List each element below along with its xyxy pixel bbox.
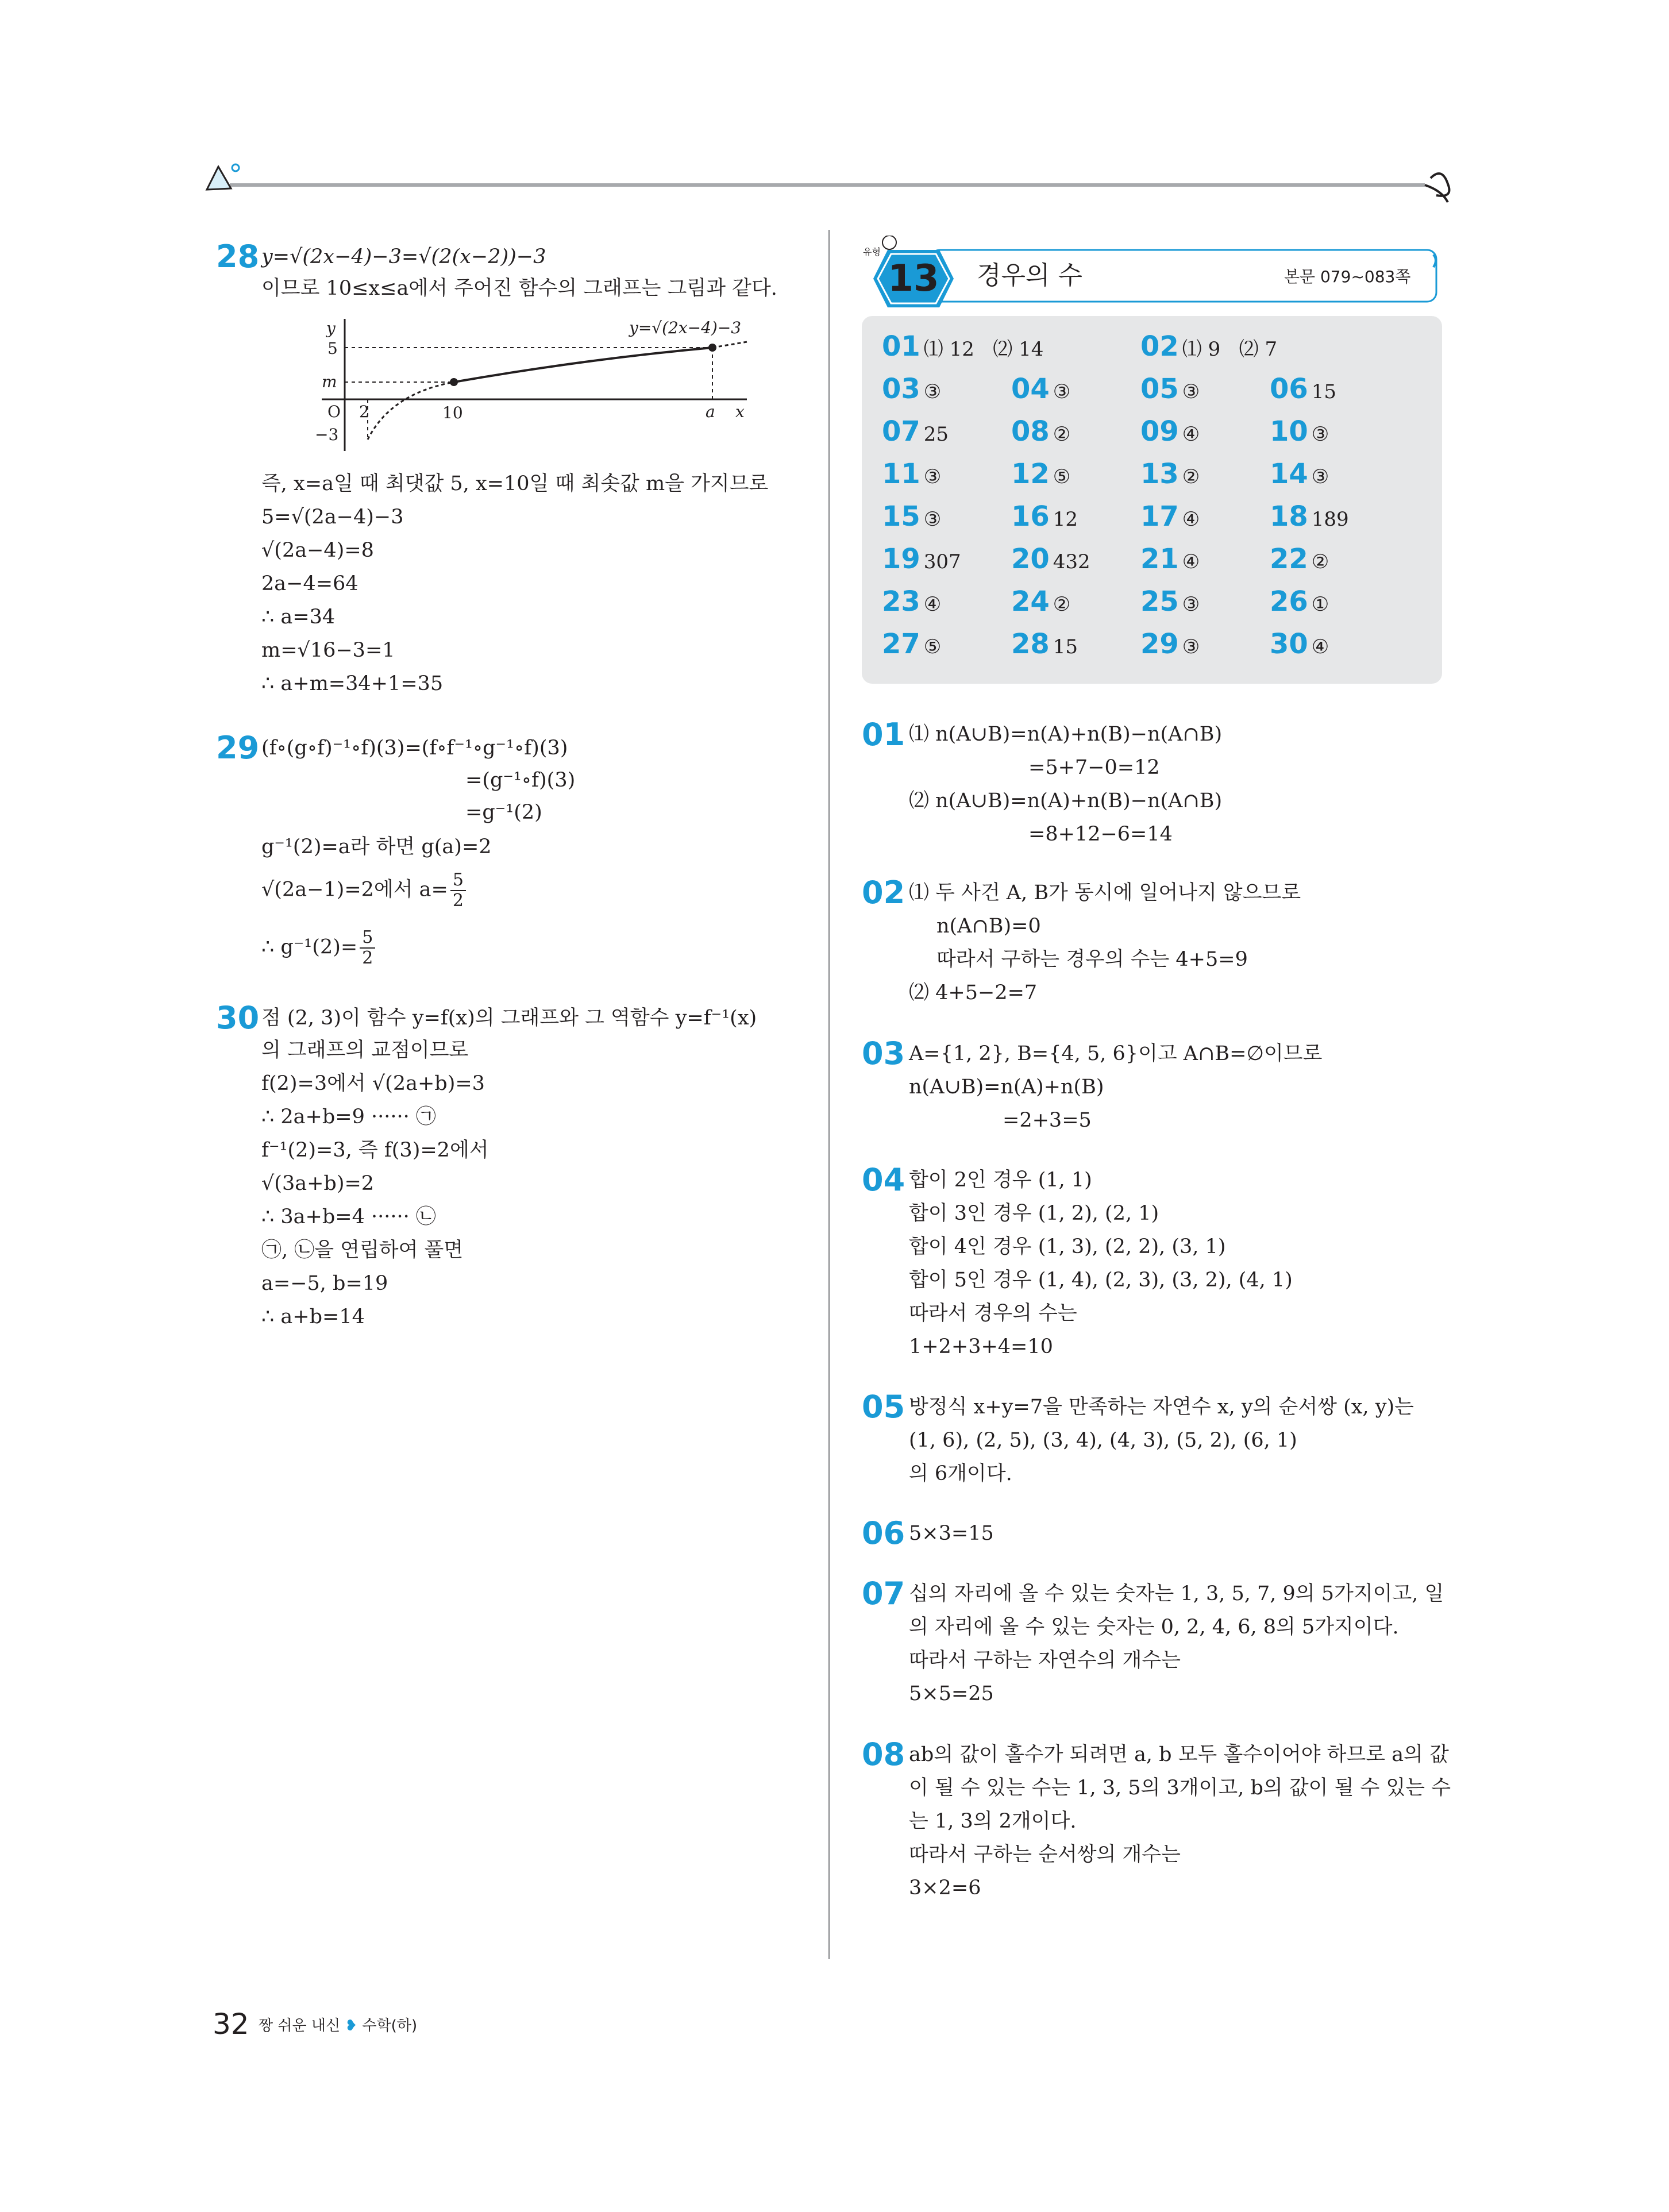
answer-item [1270, 585, 1329, 621]
column-divider [828, 230, 830, 1959]
unit-pages: 본문 079~083쪽 [1284, 267, 1411, 286]
solution-02-number: 02 [862, 874, 905, 911]
answer-value: ② [1182, 465, 1200, 488]
s07-line3: 따라서 구하는 자연수의 개수는 [909, 1649, 1181, 1672]
p28-line3: 즉, x=a일 때 최댓값 5, x=10일 때 최솟값 m을 가지므로 [261, 472, 769, 495]
answer-value: ③ [1053, 380, 1071, 403]
answer-value: 432 [1053, 550, 1090, 573]
p28-line2: 이므로 10≤x≤a에서 주어진 함수의 그래프는 그림과 같다. [261, 277, 777, 300]
ribbon-icon [195, 155, 1477, 207]
answer-value: ⑤ [1053, 465, 1071, 488]
answer-item [882, 543, 961, 578]
s08-line5: 3×2=6 [909, 1876, 981, 1899]
s04-line4: 합이 5인 경우 (1, 4), (2, 3), (3, 2), (4, 1) [909, 1269, 1293, 1292]
answer-item [1011, 415, 1070, 450]
p30-line5: f⁻¹(2)=3, 즉 f(3)=2에서 [261, 1139, 489, 1162]
graph-curve-label: y=√(2x−4)−3 [629, 318, 742, 337]
s05-line2: (1, 6), (2, 5), (3, 4), (4, 3), (5, 2), (6, 1) [909, 1429, 1297, 1452]
graph-y5-label: 5 [327, 339, 338, 358]
answer-value: 15 [1311, 380, 1337, 403]
s08-line4: 따라서 구하는 순서쌍의 개수는 [909, 1843, 1181, 1866]
p28-line7: ∴ a=34 [261, 606, 336, 629]
answer-value: 12 [1053, 508, 1078, 531]
answer-value: 25 [923, 423, 949, 446]
s04-line6: 1+2+3+4=10 [909, 1335, 1053, 1358]
answer-number: 02 [1140, 330, 1179, 363]
answer-item [1270, 373, 1336, 408]
answer-value: ② [1053, 423, 1071, 446]
problem-29-number: 29 [216, 730, 260, 766]
solution-05-number: 05 [862, 1389, 905, 1425]
s01-line4: =8+12−6=14 [1028, 823, 1173, 846]
answer-value: ④ [1311, 635, 1329, 658]
answer-value: ④ [1182, 508, 1200, 531]
p29-line5 [261, 870, 468, 911]
p28-graph [310, 313, 758, 457]
answer-item [1270, 500, 1349, 535]
unit-title: 경우의 수 [977, 261, 1083, 290]
graph-m-label: m [322, 372, 337, 391]
s02-line1: ⑴ 두 사건 A, B가 동시에 일어나지 않으므로 [909, 881, 1301, 904]
p29-line4: g⁻¹(2)=a라 하면 g(a)=2 [261, 835, 492, 858]
p29-fraction-2: $\frac{5}{2}$ [360, 928, 375, 968]
answer-number: 12 [1011, 458, 1050, 490]
answer-number: 29 [1140, 628, 1179, 660]
answer-number: 18 [1270, 500, 1308, 533]
answer-number: 11 [882, 458, 920, 490]
answer-item [1270, 415, 1329, 450]
answer-number: 10 [1270, 415, 1308, 448]
p30-line3: f(2)=3에서 √(2a+b)=3 [261, 1072, 485, 1095]
p29-line5-text: √(2a−1)=2에서 a= [261, 878, 448, 901]
answer-item [1011, 500, 1078, 535]
p30-line4: ∴ 2a+b=9 ······ ㉠ [261, 1105, 436, 1128]
p28-line5: √(2a−4)=8 [261, 539, 374, 562]
problem-28-number: 28 [216, 238, 260, 275]
s06-line1: 5×3=15 [909, 1522, 994, 1545]
answer-item [1270, 628, 1329, 663]
unit-header [862, 236, 1442, 310]
answer-value: ③ [923, 380, 942, 403]
answer-item [1140, 500, 1200, 535]
graph-neg3-label: −3 [315, 425, 339, 444]
p30-line1: 점 (2, 3)이 함수 y=f(x)의 그래프와 그 역함수 y=f⁻¹(x) [261, 1007, 757, 1030]
page-number: 32 [213, 2007, 249, 2041]
p30-line7: ∴ 3a+b=4 ······ ㉡ [261, 1205, 436, 1228]
p30-line10: ∴ a+b=14 [261, 1305, 365, 1328]
answer-item [1140, 458, 1200, 493]
answer-number: 26 [1270, 585, 1308, 618]
answer-value: ④ [1182, 550, 1200, 573]
p29-fraction-1: $\frac{5}{2}$ [450, 870, 466, 911]
s07-line2: 의 자리에 올 수 있는 숫자는 0, 2, 4, 6, 8의 5가지이다. [909, 1616, 1399, 1639]
s04-line5: 따라서 경우의 수는 [909, 1302, 1077, 1325]
s08-line1: ab의 값이 홀수가 되려면 a, b 모두 홀수이어야 하므로 a의 값 [909, 1743, 1449, 1766]
s08-line2: 이 될 수 있는 수는 1, 3, 5의 3개이고, b의 값이 될 수 있는 수 [909, 1776, 1451, 1799]
answer-item [882, 585, 941, 621]
answer-item [882, 373, 941, 408]
s04-line2: 합이 3인 경우 (1, 2), (2, 1) [909, 1202, 1159, 1225]
answer-value: ② [1311, 550, 1329, 573]
solution-03-number: 03 [862, 1035, 905, 1072]
answer-number: 07 [882, 415, 920, 448]
p28-line1: y=√(2x−4)−3=√(2(x−2))−3 [261, 245, 546, 268]
s02-line3: 따라서 구하는 경우의 수는 4+5=9 [936, 948, 1248, 971]
answer-item [1270, 543, 1329, 578]
unit-badge-small: 유형 [862, 245, 882, 258]
answer-item [1140, 373, 1200, 408]
answer-value: ③ [923, 465, 942, 488]
answer-number: 05 [1140, 373, 1179, 405]
answer-item [882, 458, 941, 493]
answer-value: ④ [1182, 423, 1200, 446]
answer-value: ③ [1182, 380, 1200, 403]
graph-y-label: y [326, 319, 336, 338]
answer-number: 01 [882, 330, 920, 363]
answer-item [1140, 330, 1277, 365]
answer-number: 06 [1270, 373, 1308, 405]
answer-item [1140, 628, 1200, 663]
p30-line2: 의 그래프의 교점이므로 [261, 1039, 469, 1062]
answer-number: 30 [1270, 628, 1308, 660]
answer-item [1140, 415, 1200, 450]
answer-item [1011, 458, 1070, 493]
answer-value: 307 [923, 550, 961, 573]
footer-subject: 수학(하) [362, 2017, 418, 2034]
answer-number: 20 [1011, 543, 1050, 575]
answer-value: ③ [1182, 635, 1200, 658]
answer-number: 16 [1011, 500, 1050, 533]
s02-line4: ⑵ 4+5−2=7 [909, 981, 1038, 1004]
graph-x10-label: 10 [442, 403, 463, 422]
s02-line2: n(A∩B)=0 [936, 915, 1041, 938]
solution-01-number: 01 [862, 716, 905, 753]
answer-number: 04 [1011, 373, 1050, 405]
graph-x2-label: 2 [359, 402, 369, 421]
solution-06-number: 06 [862, 1515, 905, 1551]
solution-07-number: 07 [862, 1575, 905, 1612]
s04-line3: 합이 4인 경우 (1, 3), (2, 2), (3, 1) [909, 1235, 1226, 1258]
s01-line2: =5+7−0=12 [1028, 756, 1160, 779]
s07-line4: 5×5=25 [909, 1682, 994, 1705]
problem-30-number: 30 [216, 1000, 260, 1036]
answer-number: 15 [882, 500, 920, 533]
s07-line1: 십의 자리에 올 수 있는 숫자는 1, 3, 5, 7, 9의 5가지이고, 일 [909, 1582, 1444, 1605]
answer-number: 13 [1140, 458, 1179, 490]
p30-line9: a=−5, b=19 [261, 1272, 388, 1295]
p28-line8: m=√16−3=1 [261, 639, 395, 662]
graph-xa-label: a [706, 402, 715, 421]
answer-value: ③ [1182, 593, 1200, 616]
s05-line3: 의 6개이다. [909, 1462, 1012, 1485]
answer-item [1140, 543, 1200, 578]
p29-line6-text: ∴ g⁻¹(2)= [261, 935, 358, 959]
answer-number: 19 [882, 543, 920, 575]
answer-item [1011, 628, 1078, 663]
answer-number: 25 [1140, 585, 1179, 618]
answer-value: ① [1311, 593, 1329, 616]
p30-line6: √(3a+b)=2 [261, 1172, 375, 1195]
p29-line3: =g⁻¹(2) [465, 801, 542, 824]
answer-number: 24 [1011, 585, 1050, 618]
p29-line6 [261, 928, 377, 968]
answer-value: ⑴ 9 ⑵ 7 [1182, 338, 1278, 361]
p28-line9: ∴ a+m=34+1=35 [261, 672, 444, 695]
s03-line3: =2+3=5 [1003, 1109, 1092, 1132]
answer-value: ② [1053, 593, 1071, 616]
answer-number: 03 [882, 373, 920, 405]
answer-item [1140, 585, 1200, 621]
graph-origin-label: O [327, 402, 341, 421]
answer-value: ⑤ [923, 635, 942, 658]
s08-line3: 는 1, 3의 2개이다. [909, 1810, 1077, 1833]
answer-number: 27 [882, 628, 920, 660]
answer-value: ③ [923, 508, 942, 531]
footer-book-title [259, 2016, 417, 2036]
answer-value: 189 [1311, 508, 1349, 531]
header-decoration [195, 155, 1477, 207]
answer-item [882, 330, 1043, 365]
answer-value: ③ [1311, 465, 1329, 488]
p28-line6: 2a−4=64 [261, 572, 359, 595]
p30-line8: ㉠, ㉡을 연립하여 풀면 [261, 1239, 464, 1262]
p29-line2: =(g⁻¹∘f)(3) [465, 769, 576, 792]
answer-number: 17 [1140, 500, 1179, 533]
answer-item [1011, 585, 1070, 621]
answer-item [882, 415, 949, 450]
answer-value: ⑴ 12 ⑵ 14 [923, 338, 1044, 361]
answer-number: 08 [1011, 415, 1050, 448]
answer-item [882, 628, 941, 663]
s03-line1: A={1, 2}, B={4, 5, 6}이고 A∩B=∅이므로 [909, 1042, 1323, 1065]
solution-08-number: 08 [862, 1736, 905, 1772]
solution-04-number: 04 [862, 1162, 905, 1198]
s01-line3: ⑵ n(A∪B)=n(A)+n(B)−n(A∩B) [909, 789, 1223, 812]
answer-item [1011, 373, 1070, 408]
s03-line2: n(A∪B)=n(A)+n(B) [909, 1076, 1104, 1099]
answer-item [1011, 543, 1090, 578]
answer-number: 21 [1140, 543, 1179, 575]
answer-number: 14 [1270, 458, 1308, 490]
p28-line4: 5=√(2a−4)−3 [261, 506, 404, 529]
answer-number: 09 [1140, 415, 1179, 448]
s04-line1: 합이 2인 경우 (1, 1) [909, 1169, 1092, 1192]
unit-number: 13 [888, 257, 939, 300]
s05-line1: 방정식 x+y=7을 만족하는 자연수 x, y의 순서쌍 (x, y)는 [909, 1396, 1414, 1419]
answer-value: ③ [1311, 423, 1329, 446]
answer-number: 28 [1011, 628, 1050, 660]
answer-value: ④ [923, 593, 942, 616]
s01-line1: ⑴ n(A∪B)=n(A)+n(B)−n(A∩B) [909, 723, 1223, 746]
answer-number: 23 [882, 585, 920, 618]
graph-x-label: x [735, 402, 745, 421]
answer-value: 15 [1053, 635, 1078, 658]
answer-number: 22 [1270, 543, 1308, 575]
sprout-icon: ❥ [345, 2017, 358, 2034]
answer-item [882, 500, 941, 535]
answer-item [1270, 458, 1329, 493]
footer-title-text: 짱 쉬운 내신 [259, 2017, 341, 2034]
p29-line1: (f∘(g∘f)⁻¹∘f)(3)=(f∘f⁻¹∘g⁻¹∘f)(3) [261, 737, 568, 760]
